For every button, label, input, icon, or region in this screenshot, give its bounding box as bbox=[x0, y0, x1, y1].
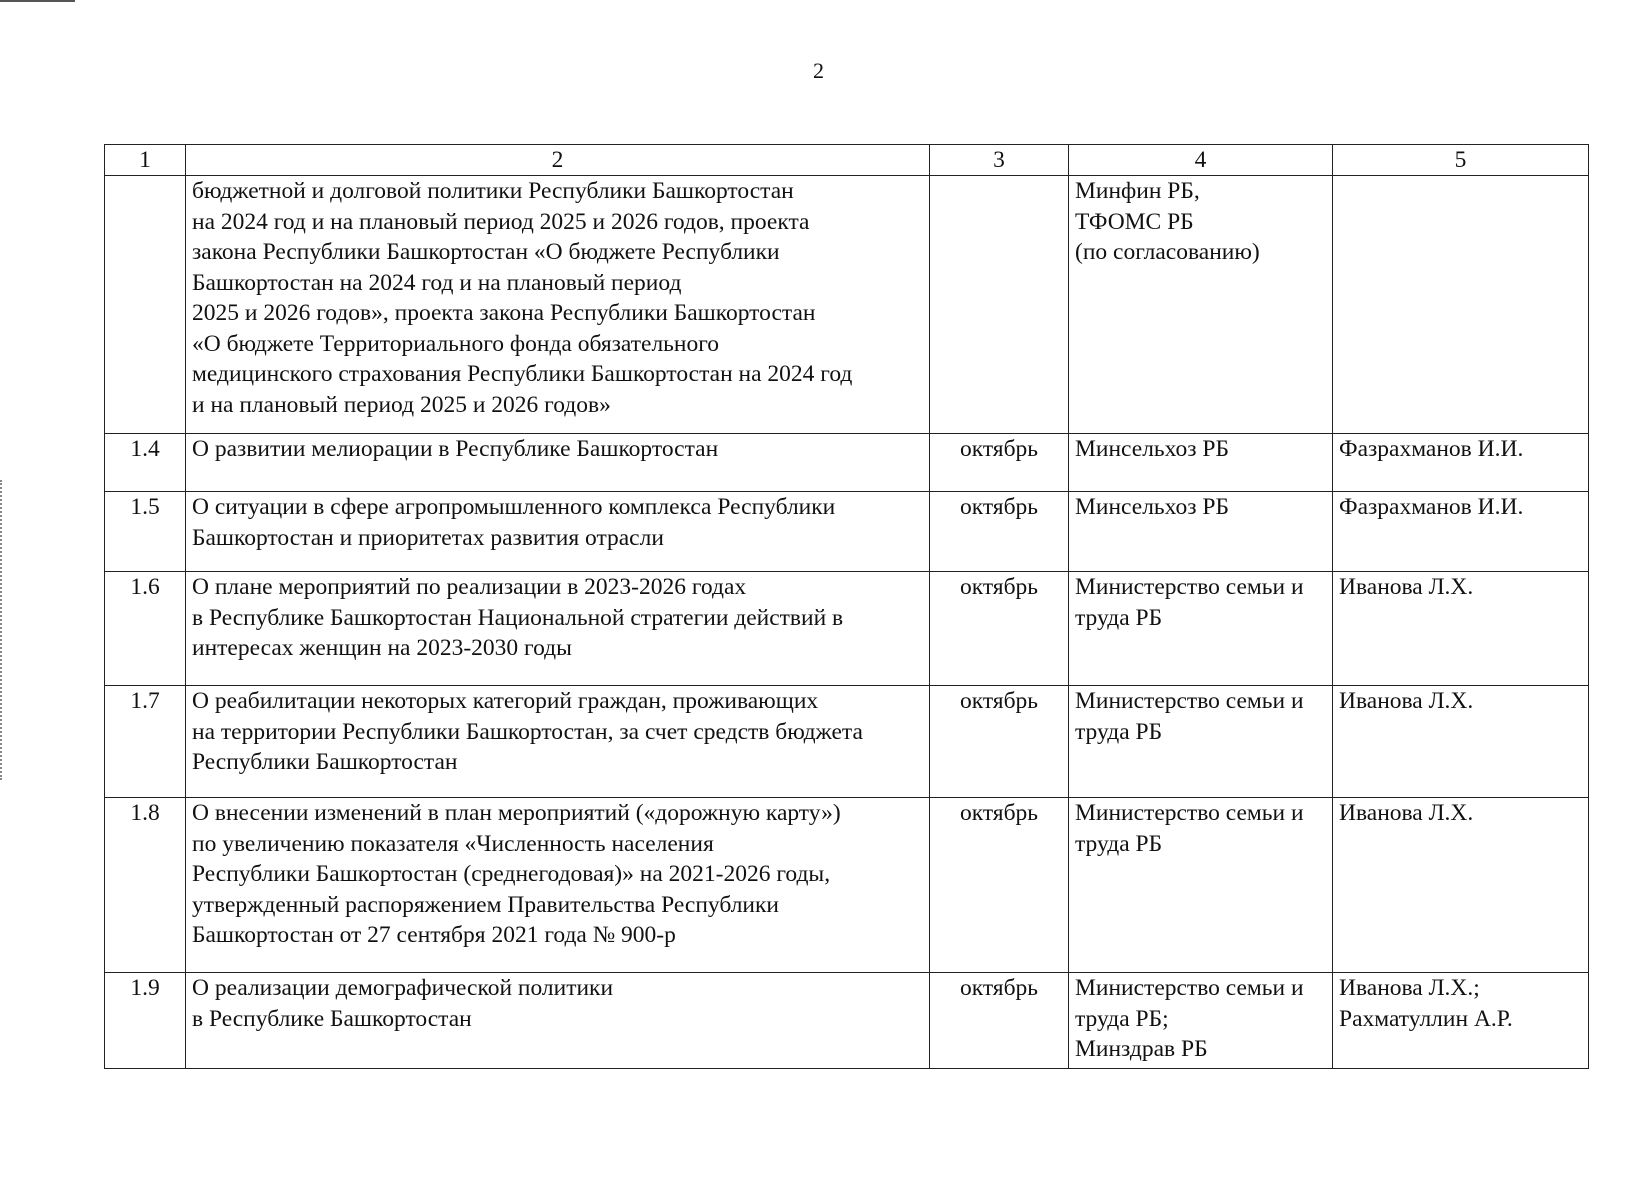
row-person: Фазрахманов И.И. bbox=[1333, 492, 1589, 572]
table-row bbox=[105, 176, 1589, 434]
table-row bbox=[105, 798, 1589, 973]
row-number: 1.6 bbox=[105, 572, 186, 686]
row-topic: О реализации демографической политики в Республике Башкортостан bbox=[186, 973, 930, 1069]
row-month: октябрь bbox=[930, 798, 1069, 973]
row-month: октябрь bbox=[930, 973, 1069, 1069]
table-row bbox=[105, 973, 1589, 1069]
table-row bbox=[105, 434, 1589, 492]
row-topic: О развитии мелиорации в Республике Башкортостан bbox=[186, 434, 930, 492]
row-person: Иванова Л.Х. bbox=[1333, 572, 1589, 686]
row-number: 1.9 bbox=[105, 973, 186, 1069]
row-responsible: Министерство семьи и труда РБ; Минздрав РБ bbox=[1069, 973, 1333, 1069]
row-responsible: Минсельхоз РБ bbox=[1069, 492, 1333, 572]
row-number: 1.7 bbox=[105, 686, 186, 798]
row-person: Фазрахманов И.И. bbox=[1333, 434, 1589, 492]
row-person: Иванова Л.Х. bbox=[1333, 686, 1589, 798]
row-responsible: Министерство семьи и труда РБ bbox=[1069, 798, 1333, 973]
row-topic: О ситуации в сфере агропромышленного комплекса Республики Башкортостан и приоритетах развития отрасли bbox=[186, 492, 930, 572]
row-month: октябрь bbox=[930, 572, 1069, 686]
row-responsible: Минфин РБ, ТФОМС РБ (по согласованию) bbox=[1069, 176, 1333, 434]
row-number: 1.8 bbox=[105, 798, 186, 973]
row-month: октябрь bbox=[930, 434, 1069, 492]
header-col-3: 3 bbox=[930, 145, 1069, 176]
row-number: 1.4 bbox=[105, 434, 186, 492]
row-topic: бюджетной и долговой политики Республики Башкортостан на 2024 год и на плановый период 2025 и 2026 годов, проекта закона Республики Башкортостан «О бюджете Республики Башкортостан на 2024 год и на плановый период 2025 и 2026 годов», проекта закона Республики Башкортостан «О бюджете Территориального фонда обязательного медицинского страхования Республики Башкортостан на 2024 год и на плановый период 2025 и 2026 годов» bbox=[186, 176, 930, 434]
row-responsible: Минсельхоз РБ bbox=[1069, 434, 1333, 492]
page-number: 2 bbox=[813, 58, 824, 83]
row-person bbox=[1333, 176, 1589, 434]
header-col-2: 2 bbox=[186, 145, 930, 176]
row-responsible: Министерство семьи и труда РБ bbox=[1069, 686, 1333, 798]
row-topic: О внесении изменений в план мероприятий («дорожную карту») по увеличению показателя «Численность населения Республики Башкортостан (среднегодовая)» на 2021-2026 годы, утвержденный распоряжением Правительства Республики Башкортостан от 27 сентября 2021 года № 900-р bbox=[186, 798, 930, 973]
row-month: октябрь bbox=[930, 492, 1069, 572]
table-row bbox=[105, 686, 1589, 798]
scan-left-edge-marks bbox=[0, 480, 5, 780]
table-header-row bbox=[105, 145, 1589, 176]
header-col-1: 1 bbox=[105, 145, 186, 176]
header-col-4: 4 bbox=[1069, 145, 1333, 176]
row-person: Иванова Л.Х. bbox=[1333, 798, 1589, 973]
row-topic: О реабилитации некоторых категорий граждан, проживающих на территории Республики Башкортостан, за счет средств бюджета Республики Башкортостан bbox=[186, 686, 930, 798]
row-responsible: Министерство семьи и труда РБ bbox=[1069, 572, 1333, 686]
scan-edge-mark bbox=[0, 0, 75, 2]
row-month: октябрь bbox=[930, 686, 1069, 798]
header-col-5: 5 bbox=[1333, 145, 1589, 176]
row-number: 1.5 bbox=[105, 492, 186, 572]
row-number bbox=[105, 176, 186, 434]
row-topic: О плане мероприятий по реализации в 2023-2026 годах в Республике Башкортостан Национальной стратегии действий в интересах женщин на 2023-2030 годы bbox=[186, 572, 930, 686]
row-month bbox=[930, 176, 1069, 434]
table-row bbox=[105, 572, 1589, 686]
row-person: Иванова Л.Х.; Рахматуллин А.Р. bbox=[1333, 973, 1589, 1069]
plan-table bbox=[104, 144, 1589, 1069]
table-row bbox=[105, 492, 1589, 572]
